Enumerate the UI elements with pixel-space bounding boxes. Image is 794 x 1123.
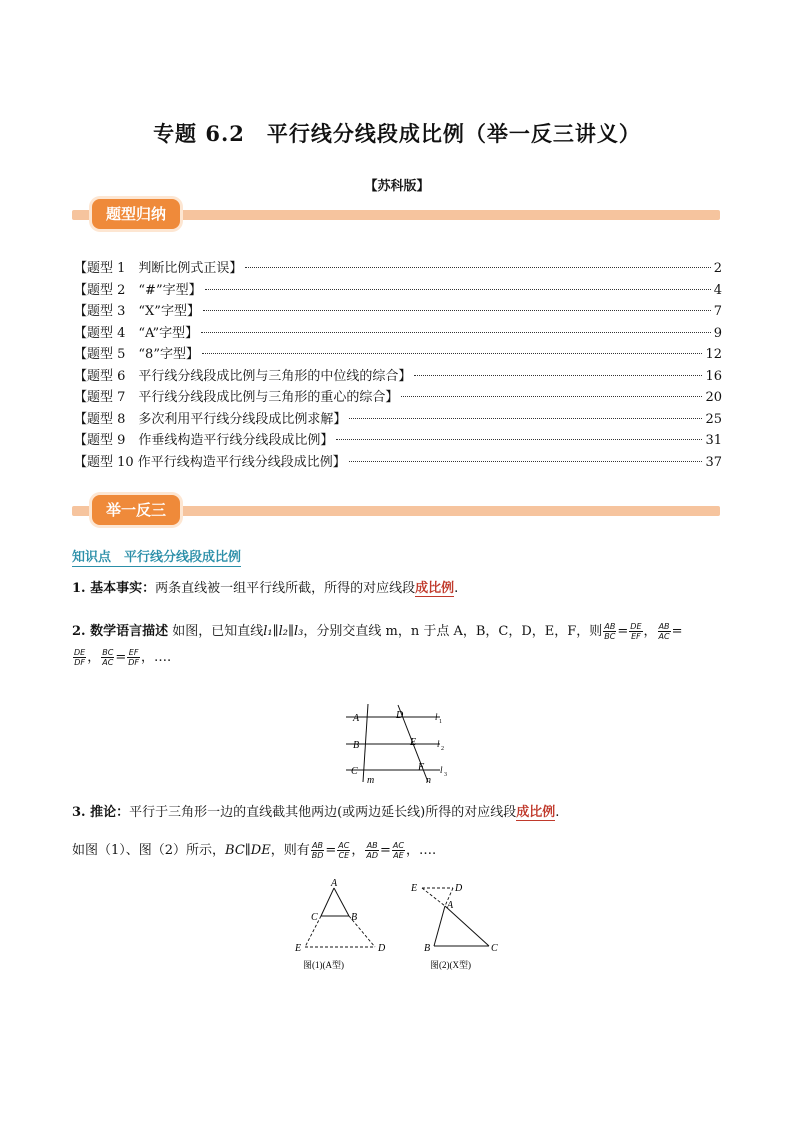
- highlight-term: 成比例: [516, 805, 556, 820]
- label-E: E: [410, 737, 417, 748]
- para-text: 平行于三角形一边的直线截其他两边(或两边延长线)所得的对应线段: [129, 805, 517, 820]
- item-number: 3. 推论：: [72, 805, 130, 820]
- ratio-fraction: $\frac{DE}{DF}$: [74, 648, 86, 667]
- para-end: .: [454, 581, 459, 596]
- separator: ，: [643, 624, 657, 639]
- toc-row[interactable]: [74, 300, 722, 322]
- ratio-fraction: $\frac{DE}{EF}$: [630, 622, 642, 641]
- label-m: m: [367, 775, 375, 786]
- toc-row[interactable]: [74, 257, 722, 279]
- toc-leader: [205, 289, 711, 290]
- ratio-fraction: $\frac{AB}{AC}$: [658, 622, 670, 641]
- highlight-term: 成比例: [415, 581, 455, 596]
- toc-label: 【题型 3 “X”字型】: [74, 304, 200, 319]
- ratio-fraction: $\frac{AC}{CE}$: [338, 841, 350, 860]
- label-D: D: [396, 710, 404, 721]
- seg-EA-dashed: [422, 888, 445, 906]
- toc-page: 4: [713, 282, 722, 298]
- label-C-x: C: [491, 943, 498, 954]
- ratio-fraction: $\frac{AB}{AD}$: [366, 841, 379, 860]
- equals-sign: =: [380, 843, 391, 858]
- paragraph-corollary: [72, 802, 722, 824]
- toc-label: 【题型 8 多次利用平行线分线段成比例求解】: [74, 411, 347, 427]
- label-l1: l: [435, 712, 438, 722]
- label-E-x: E: [411, 883, 418, 894]
- paragraph-basic-fact: [72, 578, 722, 600]
- item-number: 1. 基本事实：: [72, 581, 156, 596]
- label-E: E: [295, 943, 302, 954]
- toc-page: 7: [713, 304, 722, 319]
- caption-a: 图(1)(A型): [303, 960, 344, 970]
- label-A-x: A: [447, 900, 454, 911]
- toc-label: 【题型 9 作垂线构造平行线分线段成比例】: [74, 433, 334, 448]
- label-F: F: [418, 762, 425, 773]
- label-l1-sub: 1: [439, 719, 442, 725]
- para-text: 如图，已知直线: [168, 624, 264, 639]
- para-text: 如图（1）、图（2）所示，: [72, 843, 226, 858]
- para-end: .: [555, 805, 560, 820]
- para-text: 两条直线被一组平行线所截，所得的对应线段: [155, 581, 416, 596]
- equals-sign: =: [115, 650, 127, 665]
- label-A: A: [353, 713, 360, 724]
- toc-page: 25: [705, 411, 722, 427]
- toc-row[interactable]: [74, 322, 722, 344]
- toc-row[interactable]: [74, 429, 722, 451]
- figure-triangles: [285, 876, 515, 976]
- toc-leader: [202, 353, 702, 354]
- ratio-fraction: $\frac{AC}{AE}$: [392, 841, 404, 860]
- toc-leader: [414, 375, 702, 376]
- toc-row[interactable]: [74, 343, 722, 365]
- ratio-fraction: $\frac{AB}{BC}$: [604, 622, 616, 641]
- toc-leader: [203, 310, 711, 311]
- para-text: ，则有: [270, 843, 310, 858]
- ratio-fraction: $\frac{BC}{AC}$: [102, 648, 114, 667]
- parallel-lines-expr: l₁∥l₂∥l₃: [263, 624, 304, 639]
- table-of-contents: [74, 257, 722, 472]
- item-number: 2. 数学语言描述: [72, 624, 169, 639]
- ratio-fraction: $\frac{AB}{BD}$: [311, 841, 324, 860]
- label-B: B: [353, 740, 360, 751]
- paragraph-figure-ratios: [72, 838, 722, 864]
- seg-AB-x: [434, 906, 445, 946]
- toc-label: 【题型 7 平行线分线段成比例与三角形的重心的综合】: [74, 390, 399, 405]
- toc-label: 【题型 1 判断比例式正误】: [74, 261, 243, 276]
- equals-sign: =: [671, 624, 683, 639]
- toc-page: 20: [705, 390, 722, 405]
- toc-page: 2: [713, 261, 722, 276]
- seg-AC-x: [445, 906, 489, 946]
- label-B-x: B: [424, 943, 431, 954]
- banner-tag-practice: 举一反三: [92, 495, 180, 525]
- toc-leader: [201, 332, 711, 333]
- toc-row[interactable]: [74, 408, 722, 430]
- label-D-x: D: [455, 883, 463, 894]
- toc-leader: [401, 396, 702, 397]
- toc-label: 【题型 10 作平行线构造平行线分线段成比例】: [74, 454, 346, 470]
- toc-page: 16: [705, 368, 722, 384]
- label-n: n: [426, 775, 431, 786]
- section-banner-types: [72, 196, 720, 236]
- seg-AB: [334, 888, 349, 916]
- toc-row[interactable]: [74, 451, 722, 473]
- ratio-fraction: $\frac{EF}{DF}$: [128, 648, 139, 667]
- paragraph-math-description: [72, 619, 722, 671]
- section-banner-practice: [72, 492, 720, 532]
- page-title: 专题 6.2 平行线分线段成比例（举一反三讲义）: [153, 121, 641, 146]
- label-A: A: [331, 878, 338, 889]
- banner-tag-types: 题型归纳: [92, 199, 180, 229]
- toc-row[interactable]: [74, 386, 722, 408]
- label-D: D: [378, 943, 386, 954]
- label-l3-sub: 3: [444, 772, 447, 778]
- ellipsis: ，….: [405, 843, 437, 858]
- ellipsis: ，….: [140, 650, 172, 665]
- toc-label: 【题型 2 “#”字型】: [74, 282, 202, 298]
- toc-row[interactable]: [74, 365, 722, 387]
- toc-label: 【题型 4 “A”字型】: [74, 325, 199, 341]
- toc-leader: [336, 439, 702, 440]
- separator: ，: [351, 843, 365, 858]
- toc-page: 12: [705, 347, 722, 362]
- toc-leader: [349, 418, 702, 419]
- seg-AC: [321, 888, 334, 916]
- para-text: ，分别交直线 m，n 于点 A，B，C，D，E，F，则: [303, 624, 603, 639]
- caption-b: 图(2)(X型): [430, 960, 471, 970]
- toc-page: 31: [705, 433, 722, 448]
- knowledge-heading: 知识点 平行线分线段成比例: [72, 546, 241, 567]
- equals-sign: =: [617, 624, 629, 639]
- parallel-condition: BC∥DE: [225, 843, 271, 858]
- toc-label: 【题型 5 “8”字型】: [74, 347, 199, 362]
- label-B: B: [351, 912, 358, 923]
- label-l3: l: [440, 765, 443, 775]
- equals-sign: =: [325, 843, 337, 858]
- separator: ，: [87, 650, 101, 665]
- toc-page: 9: [713, 325, 722, 341]
- toc-label: 【题型 6 平行线分线段成比例与三角形的中位线的综合】: [74, 368, 412, 384]
- toc-leader: [349, 461, 703, 462]
- toc-row[interactable]: [74, 279, 722, 301]
- label-C: C: [311, 912, 318, 923]
- label-l2-sub: 2: [441, 746, 444, 752]
- label-l2: l: [437, 739, 440, 749]
- toc-page: 37: [705, 454, 722, 470]
- toc-leader: [245, 267, 710, 268]
- figure-parallel-lines: [340, 702, 460, 788]
- label-C: C: [351, 766, 358, 777]
- edition-label: 【苏科版】: [364, 179, 430, 194]
